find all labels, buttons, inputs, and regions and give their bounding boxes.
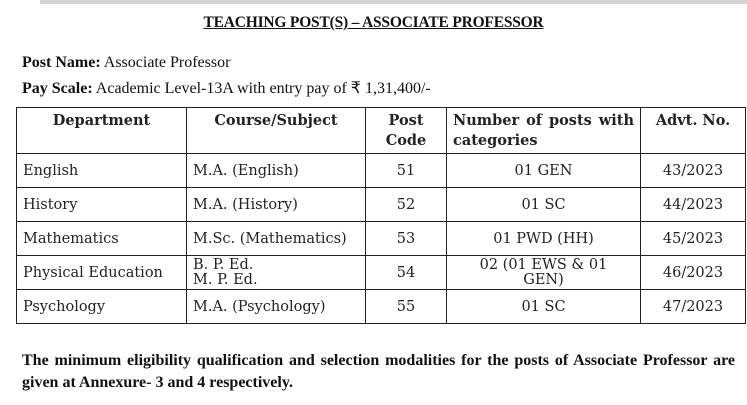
post-name-line: [22, 54, 230, 72]
cell-course: M.A. (Psychology): [187, 290, 366, 324]
posts-table: [16, 107, 746, 324]
table-header-row: [17, 108, 746, 154]
cell-post-code: 53: [366, 222, 447, 256]
top-divider-bar: [40, 0, 747, 4]
header-course: Course/Subject: [187, 108, 366, 154]
table-row: [17, 154, 746, 188]
post-name-value: Associate Professor: [103, 54, 231, 71]
cell-num-posts: 01 SC: [447, 290, 641, 324]
header-post-code: Post Code: [366, 108, 447, 154]
cell-department: Psychology: [17, 290, 187, 324]
page-title-text: TEACHING POST(S) – ASSOCIATE PROFESSOR: [203, 14, 544, 31]
cell-num-posts: [447, 256, 641, 290]
cell-department: English: [17, 154, 187, 188]
cell-advt-no: 43/2023: [641, 154, 746, 188]
cell-post-code: 55: [366, 290, 447, 324]
cell-department: Mathematics: [17, 222, 187, 256]
cell-post-code: 51: [366, 154, 447, 188]
pay-scale-value: Academic Level-13A with entry pay of ₹ 1,31,400/-: [95, 80, 431, 97]
cell-department: History: [17, 188, 187, 222]
cell-num-posts: 01 SC: [447, 188, 641, 222]
cell-course-line-1: B. P. Ed.: [193, 256, 254, 273]
cell-advt-no: 44/2023: [641, 188, 746, 222]
table-row: [17, 222, 746, 256]
cell-course: M.A. (History): [187, 188, 366, 222]
header-department: Department: [17, 108, 187, 154]
cell-num-posts: 01 GEN: [447, 154, 641, 188]
eligibility-note: The minimum eligibility qualification and selection modalities for the posts of Associate Professor are given at Annexure- 3 and 4 respectively.: [22, 352, 735, 391]
cell-post-code: 54: [366, 256, 447, 290]
cell-course-line-2: M. P. Ed.: [193, 271, 258, 288]
post-name-label: Post Name:: [22, 54, 101, 71]
pay-scale-label: Pay Scale:: [22, 80, 93, 97]
pay-scale-line: [22, 78, 431, 98]
cell-advt-no: 45/2023: [641, 222, 746, 256]
cell-course: M.A. (English): [187, 154, 366, 188]
table-row: [17, 188, 746, 222]
table-row: [17, 290, 746, 324]
page-title: [0, 14, 747, 32]
header-num-posts: Number of posts with categories: [447, 108, 641, 154]
table-row: [17, 256, 746, 290]
cell-course: M.Sc. (Mathematics): [187, 222, 366, 256]
cell-num-posts-text: 02 (01 EWS & 01 GEN): [479, 256, 608, 288]
cell-advt-no: 46/2023: [641, 256, 746, 290]
cell-num-posts: 01 PWD (HH): [447, 222, 641, 256]
cell-advt-no: 47/2023: [641, 290, 746, 324]
cell-course: [187, 256, 366, 290]
cell-department: Physical Education: [17, 256, 187, 290]
header-advt-no: Advt. No.: [641, 108, 746, 154]
cell-post-code: 52: [366, 188, 447, 222]
